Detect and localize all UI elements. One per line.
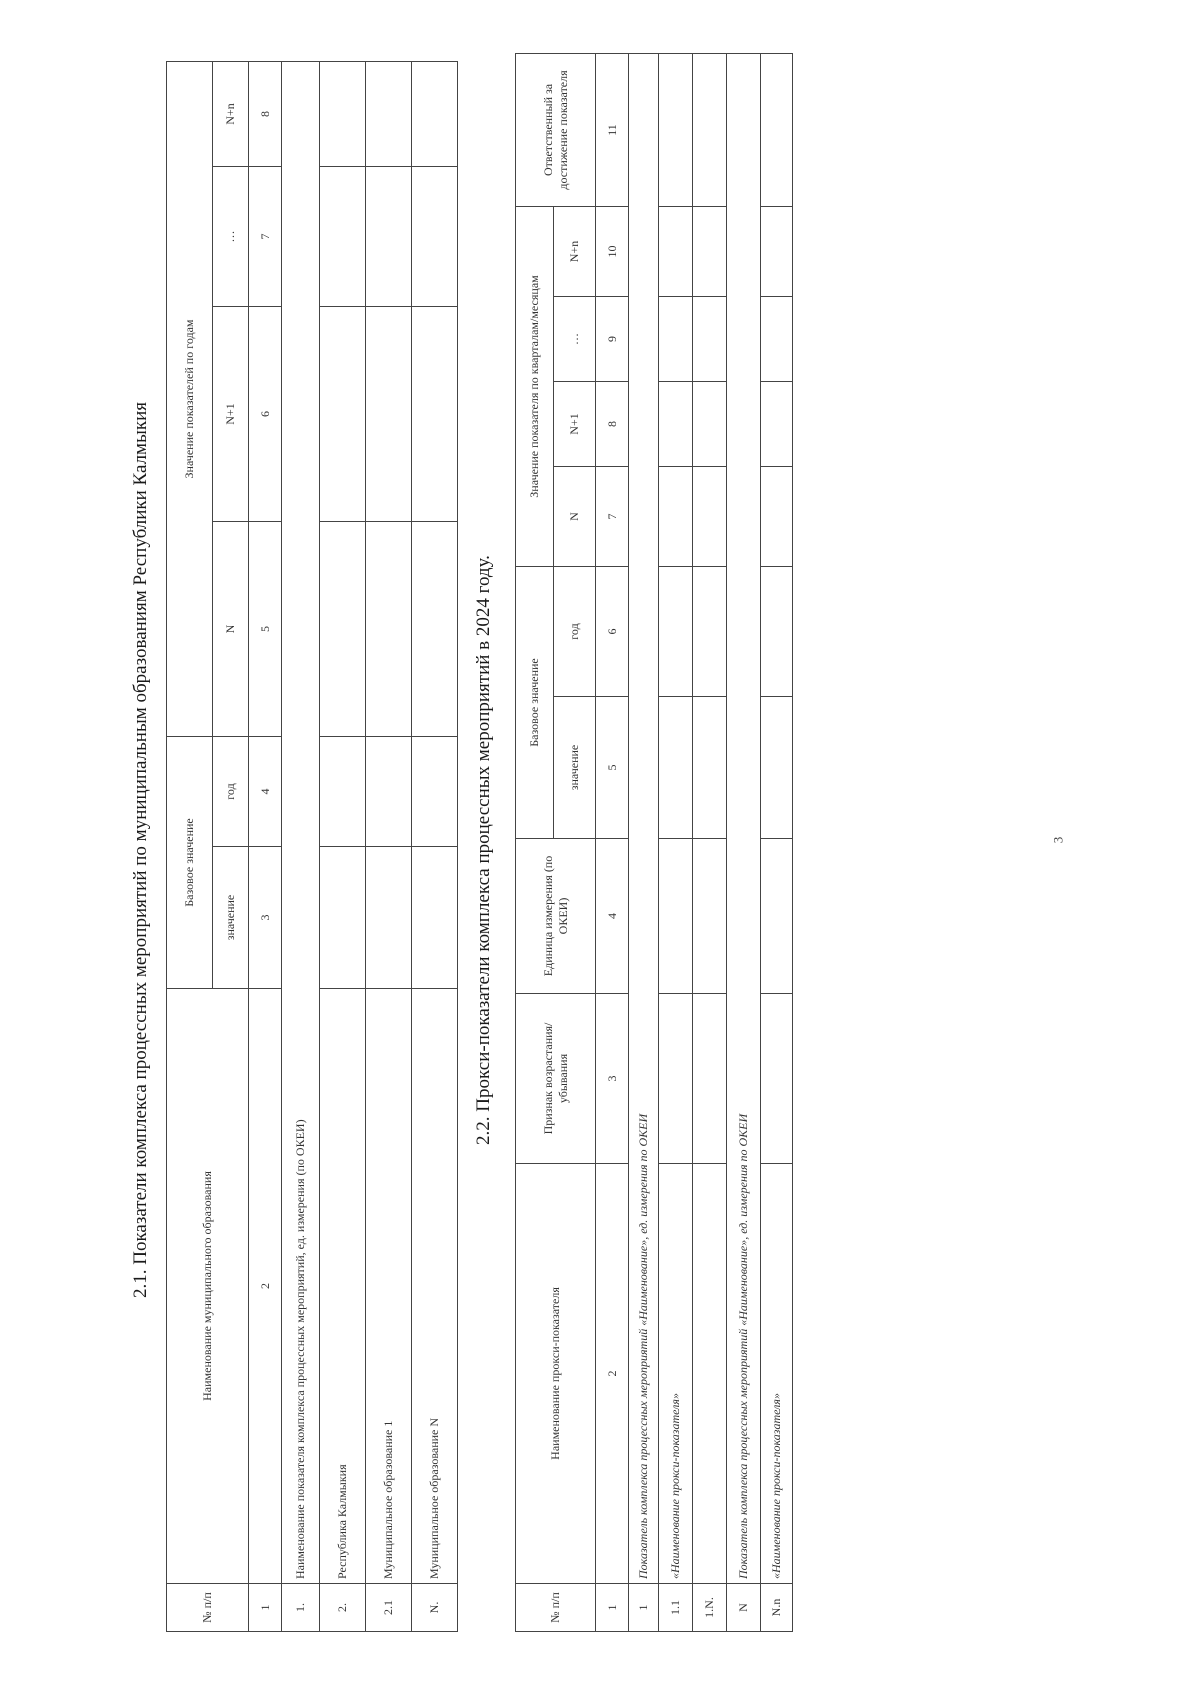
indicator-name-cell: Показатель комплекса процессных мероприятий «Наименование», ед. измерения по ОКЕИ bbox=[629, 53, 659, 1583]
header-row bbox=[516, 53, 554, 1631]
col-header-name: Наименование прокси-показателя bbox=[516, 1164, 596, 1584]
index-cell: 10 bbox=[596, 206, 629, 296]
col-header-year-nn: N+n bbox=[213, 61, 249, 166]
empty-cell bbox=[761, 53, 793, 206]
table-row bbox=[659, 53, 693, 1631]
table-row bbox=[282, 61, 320, 1631]
index-cell: 4 bbox=[596, 839, 629, 994]
municipality-name: Муниципальное образование 1 bbox=[366, 989, 412, 1584]
index-cell: 6 bbox=[596, 566, 629, 696]
col-header-year-n1: N+1 bbox=[213, 306, 249, 521]
empty-cell bbox=[693, 381, 727, 466]
col-header-num: № п/п bbox=[167, 1584, 249, 1632]
col-header-name: Наименование муниципального образования bbox=[167, 989, 249, 1584]
index-cell: 2 bbox=[596, 1164, 629, 1584]
col-header-base: Базовое значение bbox=[167, 736, 213, 988]
empty-cell bbox=[659, 839, 693, 994]
empty-cell bbox=[659, 994, 693, 1164]
empty-cell bbox=[366, 306, 412, 521]
empty-cell bbox=[761, 566, 793, 696]
header-row bbox=[167, 61, 213, 1631]
col-header-year-dots: … bbox=[213, 166, 249, 306]
col-header-num: № п/п bbox=[516, 1584, 596, 1632]
empty-cell bbox=[412, 166, 458, 306]
empty-cell bbox=[366, 847, 412, 989]
proxy-indicator-name bbox=[693, 1164, 727, 1584]
col-header-q-dots: … bbox=[554, 296, 596, 381]
indicator-name-cell: Показатель комплекса процессных мероприятий «Наименование», ед. измерения по ОКЕИ bbox=[727, 53, 761, 1583]
empty-cell bbox=[761, 994, 793, 1164]
index-cell: 8 bbox=[249, 61, 282, 166]
index-cell: 4 bbox=[249, 736, 282, 846]
index-cell: 8 bbox=[596, 381, 629, 466]
empty-cell bbox=[366, 166, 412, 306]
col-header-q-n1: N+1 bbox=[554, 381, 596, 466]
empty-cell bbox=[412, 61, 458, 166]
empty-cell bbox=[659, 566, 693, 696]
empty-cell bbox=[366, 521, 412, 736]
rotated-page bbox=[130, 50, 1200, 1650]
municipality-name: Республика Калмыкия bbox=[320, 989, 366, 1584]
empty-cell bbox=[320, 736, 366, 846]
empty-cell bbox=[659, 466, 693, 566]
index-cell: 3 bbox=[596, 994, 629, 1164]
table-row bbox=[727, 53, 761, 1631]
empty-cell bbox=[412, 521, 458, 736]
empty-cell bbox=[412, 847, 458, 989]
empty-cell bbox=[320, 847, 366, 989]
row-number: 1.N. bbox=[693, 1584, 727, 1632]
proxy-indicators-table bbox=[515, 53, 793, 1632]
empty-cell bbox=[320, 306, 366, 521]
empty-cell bbox=[659, 381, 693, 466]
empty-cell bbox=[761, 296, 793, 381]
empty-cell bbox=[761, 381, 793, 466]
index-cell: 7 bbox=[596, 466, 629, 566]
row-number: N.n bbox=[761, 1584, 793, 1632]
col-header-base-value: значение bbox=[554, 697, 596, 839]
col-header-sign: Признак возрастания/ убывания bbox=[516, 994, 596, 1164]
empty-cell bbox=[366, 736, 412, 846]
index-row bbox=[249, 61, 282, 1631]
index-cell: 3 bbox=[249, 847, 282, 989]
indicator-name-cell: Наименование показателя комплекса процессных мероприятий, ед. измерения (по ОКЕИ) bbox=[282, 61, 320, 1583]
empty-cell bbox=[693, 466, 727, 566]
col-header-base: Базовое значение bbox=[516, 566, 554, 838]
municipal-indicators-table bbox=[166, 61, 458, 1632]
col-header-q-n: N bbox=[554, 466, 596, 566]
empty-cell bbox=[320, 521, 366, 736]
col-header-q-nn: N+n bbox=[554, 206, 596, 296]
index-cell: 5 bbox=[249, 521, 282, 736]
index-cell: 9 bbox=[596, 296, 629, 381]
table-row bbox=[412, 61, 458, 1631]
table-row bbox=[366, 61, 412, 1631]
col-header-years: Значение показателей по годам bbox=[167, 61, 213, 736]
empty-cell bbox=[659, 53, 693, 206]
proxy-indicator-name: «Наименование прокси-показателя» bbox=[761, 1164, 793, 1584]
row-number: N. bbox=[412, 1584, 458, 1632]
empty-cell bbox=[659, 206, 693, 296]
col-header-base-year: год bbox=[213, 736, 249, 846]
empty-cell bbox=[693, 697, 727, 839]
row-number: 2. bbox=[320, 1584, 366, 1632]
empty-cell bbox=[693, 53, 727, 206]
table-row bbox=[320, 61, 366, 1631]
index-cell: 1 bbox=[249, 1584, 282, 1632]
empty-cell bbox=[366, 61, 412, 166]
col-header-responsible: Ответственный за достижение показателя bbox=[516, 53, 596, 206]
empty-cell bbox=[761, 839, 793, 994]
col-header-quarters: Значение показателя по кварталам/месяцам bbox=[516, 206, 554, 566]
row-number: 1.1 bbox=[659, 1584, 693, 1632]
table2-title: 2.2. Прокси-показатели комплекса процессных мероприятий в 2024 году. bbox=[473, 555, 494, 1145]
empty-cell bbox=[320, 166, 366, 306]
index-cell: 7 bbox=[249, 166, 282, 306]
page-number: 3 bbox=[1050, 836, 1066, 844]
empty-cell bbox=[659, 296, 693, 381]
empty-cell bbox=[761, 466, 793, 566]
empty-cell bbox=[693, 566, 727, 696]
empty-cell bbox=[320, 61, 366, 166]
col-header-base-value: значение bbox=[213, 847, 249, 989]
proxy-indicator-name: «Наименование прокси-показателя» bbox=[659, 1164, 693, 1584]
index-row bbox=[596, 53, 629, 1631]
col-header-unit: Единица измерения (по ОКЕИ) bbox=[516, 839, 596, 994]
table-row bbox=[693, 53, 727, 1631]
index-cell: 1 bbox=[596, 1584, 629, 1632]
table-row bbox=[629, 53, 659, 1631]
empty-cell bbox=[693, 206, 727, 296]
empty-cell bbox=[693, 994, 727, 1164]
row-number: 1. bbox=[282, 1584, 320, 1632]
row-number: N bbox=[727, 1584, 761, 1632]
col-header-year-n: N bbox=[213, 521, 249, 736]
index-cell: 11 bbox=[596, 53, 629, 206]
empty-cell bbox=[761, 697, 793, 839]
empty-cell bbox=[693, 296, 727, 381]
empty-cell bbox=[693, 839, 727, 994]
empty-cell bbox=[761, 206, 793, 296]
col-header-base-year: год bbox=[554, 566, 596, 696]
table1-title: 2.1. Показатели комплекса процессных мероприятий по муниципальным образованиям Республики Калмыкия bbox=[130, 402, 151, 1298]
empty-cell bbox=[659, 697, 693, 839]
index-cell: 6 bbox=[249, 306, 282, 521]
municipality-name: Муниципальное образование N bbox=[412, 989, 458, 1584]
empty-cell bbox=[412, 306, 458, 521]
table-row bbox=[761, 53, 793, 1631]
row-number: 2.1 bbox=[366, 1584, 412, 1632]
index-cell: 2 bbox=[249, 989, 282, 1584]
empty-cell bbox=[412, 736, 458, 846]
row-number: 1 bbox=[629, 1584, 659, 1632]
index-cell: 5 bbox=[596, 697, 629, 839]
